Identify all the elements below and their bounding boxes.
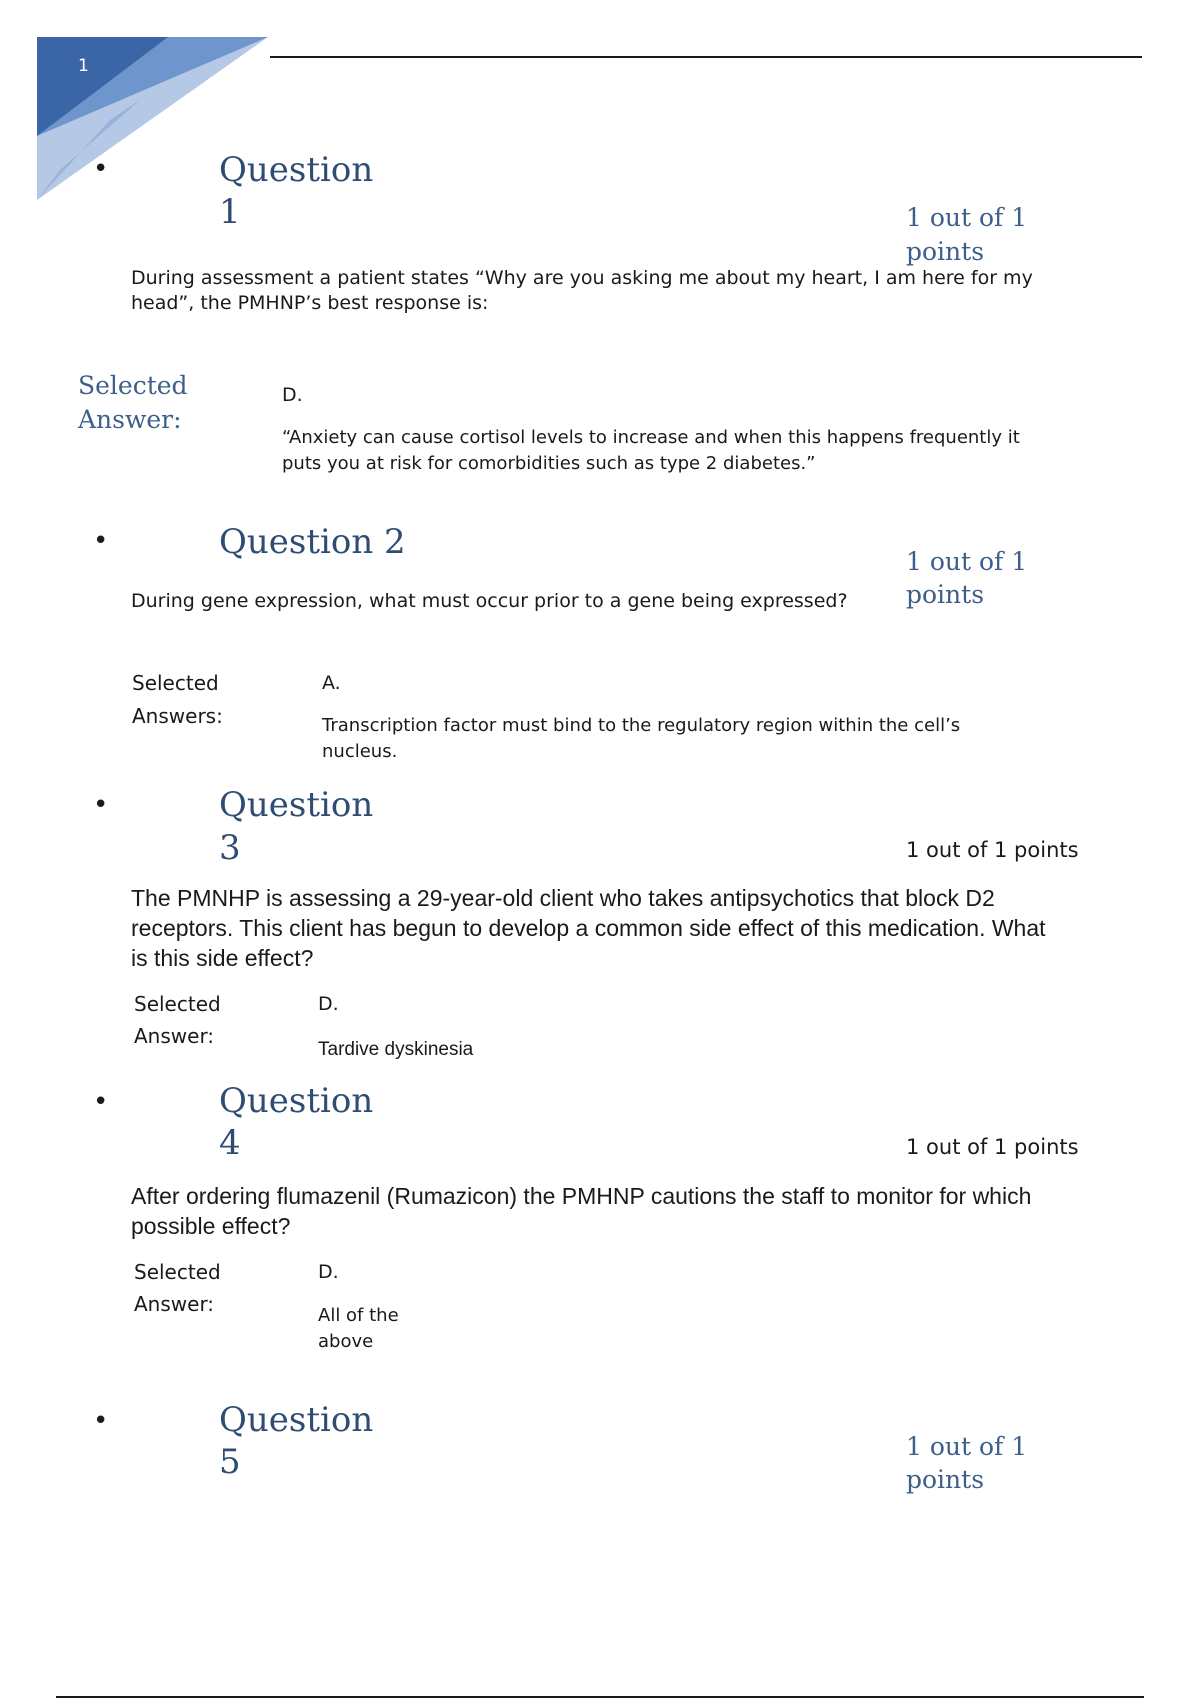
- bullet-icon: •: [93, 1087, 109, 1117]
- selected-label-line2: Answer:: [134, 1292, 215, 1316]
- selected-label-line2: Answers:: [132, 704, 223, 728]
- answer-text-line2: above: [318, 1331, 374, 1352]
- question-title-line2: 1: [219, 192, 241, 232]
- selected-label-line2: Answer:: [78, 405, 182, 434]
- points-line2: points: [906, 1465, 985, 1494]
- answer-letter: D.: [318, 993, 339, 1015]
- selected-label-line1: Selected: [78, 371, 188, 400]
- points: 1 out of 1 points: [906, 838, 1079, 862]
- selected-label-line2: Answer:: [134, 1024, 215, 1048]
- question-title-line2: 5: [219, 1442, 241, 1482]
- bullet-icon: •: [93, 526, 109, 556]
- answer-text: “Anxiety can cause cortisol levels to increase and when this happens frequently it puts you at risk for comorbidities such as type 2 diabetes.”: [282, 427, 1020, 474]
- question-text: During assessment a patient states “Why are you asking me about my heart, I am here for my head”, the PMHNP’s best response is:: [131, 267, 1033, 314]
- bullet-icon: •: [93, 1406, 109, 1436]
- answer-letter: D.: [318, 1261, 339, 1283]
- points-line1: 1 out of 1: [906, 547, 1028, 576]
- question-title-line1: Question: [219, 1400, 374, 1440]
- points-line1: 1 out of 1: [906, 1432, 1028, 1461]
- points-line2: points: [906, 237, 985, 266]
- selected-label-line1: Selected: [134, 1260, 221, 1284]
- bullet-icon: •: [93, 790, 109, 820]
- points-line1: 1 out of 1: [906, 203, 1028, 232]
- selected-label-line1: Selected: [132, 671, 219, 695]
- answer-text-line1: All of the: [318, 1305, 399, 1326]
- question-title-line2: 4: [219, 1123, 241, 1163]
- selected-label-line1: Selected: [134, 992, 221, 1016]
- bullet-icon: •: [93, 154, 109, 184]
- points-line2: points: [906, 580, 985, 609]
- question-title-line2: 3: [219, 828, 241, 868]
- question-text: After ordering flumazenil (Rumazicon) the PMHNP cautions the staff to monitor for which possible effect?: [131, 1183, 1032, 1239]
- answer-text: Transcription factor must bind to the regulatory region within the cell’s nucleus.: [322, 715, 961, 762]
- header-rule: [270, 56, 1142, 58]
- page-number: 1: [78, 56, 89, 76]
- answer-letter: D.: [282, 384, 303, 406]
- question-text: During gene expression, what must occur prior to a gene being expressed?: [131, 590, 848, 612]
- points: 1 out of 1 points: [906, 1135, 1079, 1159]
- question-title-line1: Question: [219, 1081, 374, 1121]
- question-title-line1: Question: [219, 785, 374, 825]
- question-title: Question 2: [219, 522, 406, 562]
- question-text: The PMNHP is assessing a 29-year-old client who takes antipsychotics that block D2 receptors. This client has begun to develop a common side effect of this medication. What is this side effect?: [131, 885, 1046, 971]
- footer-rule: [56, 1696, 1144, 1698]
- answer-text: Tardive dyskinesia: [318, 1039, 474, 1060]
- answer-letter: A.: [322, 672, 341, 694]
- question-title-line1: Question: [219, 150, 374, 190]
